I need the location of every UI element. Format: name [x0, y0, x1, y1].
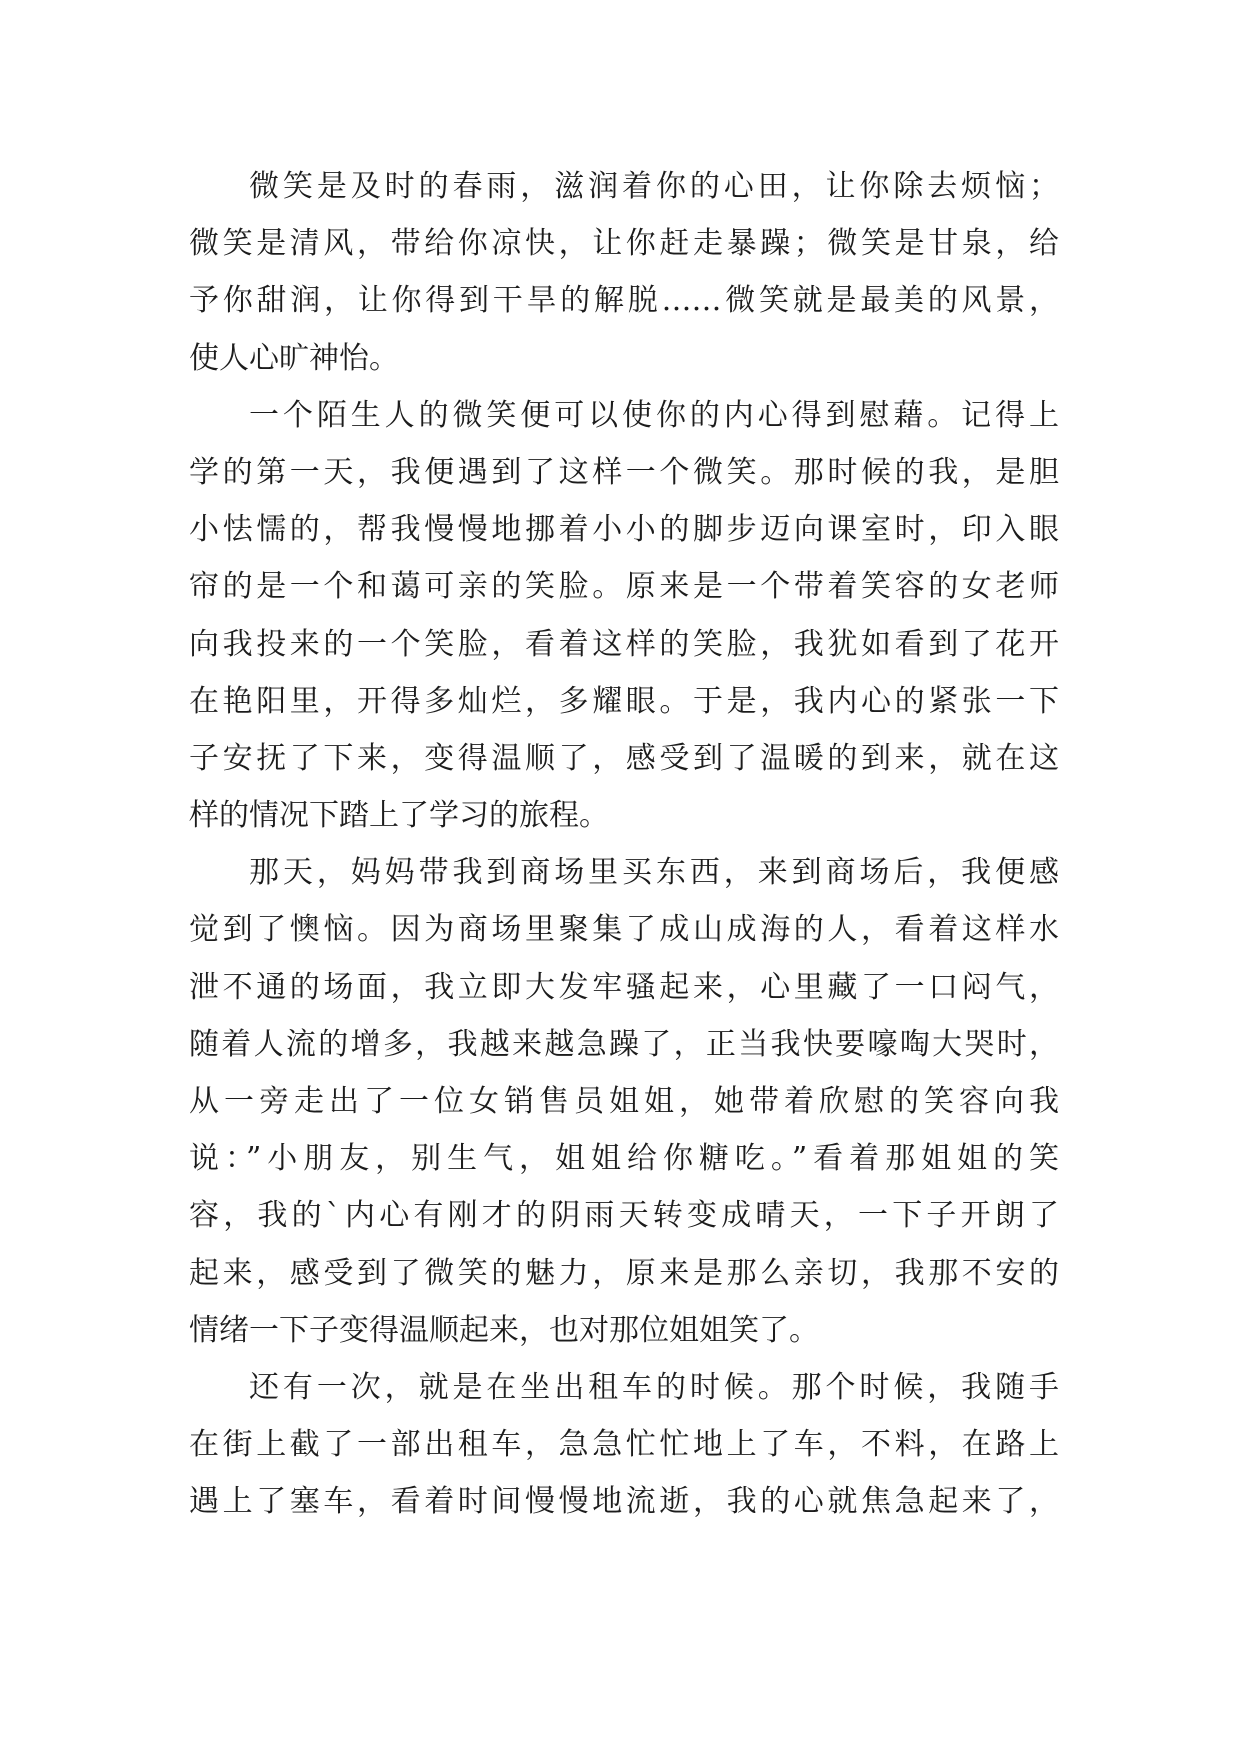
paragraph-4 [189, 1359, 1059, 1531]
text-line: 一个陌生人的微笑便可以使你的内心得到慰藉。记得上 [249, 397, 1059, 433]
text-line: 帘的是一个和蔼可亲的笑脸。原来是一个带着笑容的女老师 [189, 569, 1059, 605]
document-body [189, 158, 1059, 1531]
text-line: 随着人流的增多，我越来越急躁了，正当我快要嚎啕大哭时， [189, 1026, 1059, 1062]
text-line: 在艳阳里，开得多灿烂，多耀眼。于是，我内心的紧张一下 [189, 683, 1059, 719]
text-line: 微笑是及时的春雨，滋润着你的心田，让你除去烦恼； [249, 169, 1059, 204]
text-line: 遇上了塞车，看着时间慢慢地流逝，我的心就焦急起来了， [189, 1484, 1059, 1520]
text-line: 学的第一天，我便遇到了这样一个微笑。那时候的我，是胆 [189, 454, 1059, 490]
paragraph-2 [189, 387, 1059, 845]
text-line: 小怯懦的，帮我慢慢地挪着小小的脚步迈向课室时，印入眼 [189, 512, 1059, 548]
text-line: 那天，妈妈带我到商场里买东西，来到商场后，我便感 [249, 855, 1059, 891]
text-line: 起来，感受到了微笑的魅力，原来是那么亲切，我那不安的 [189, 1255, 1059, 1291]
paragraph-1 [189, 158, 1059, 387]
text-line: 容，我的`内心有刚才的阴雨天转变成晴天，一下子开朗了 [189, 1198, 1059, 1234]
text-line: 还有一次，就是在坐出租车的时候。那个时候，我随手 [249, 1369, 1059, 1405]
text-line: 从一旁走出了一位女销售员姐姐，她带着欣慰的笑容向我 [189, 1084, 1059, 1119]
paragraph-3 [189, 844, 1059, 1359]
text-line: 泄不通的场面，我立即大发牢骚起来，心里藏了一口闷气， [189, 969, 1059, 1005]
text-line: 觉到了懊恼。因为商场里聚集了成山成海的人，看着这样水 [189, 912, 1059, 948]
text-line: 向我投来的一个笑脸，看着这样的笑脸，我犹如看到了花开 [189, 626, 1059, 662]
text-line: 情绪一下子变得温顺起来，也对那位姐姐笑了。 [189, 1312, 819, 1348]
text-line: 子安抚了下来，变得温顺了，感受到了温暖的到来，就在这 [189, 740, 1059, 776]
text-line: 在街上截了一部出租车，急急忙忙地上了车，不料，在路上 [189, 1427, 1059, 1463]
text-line: 微笑是清风，带给你凉快，让你赶走暴躁；微笑是甘泉，给 [189, 226, 1059, 262]
text-line: 样的情况下踏上了学习的旅程。 [189, 798, 609, 834]
text-line: 予你甜润，让你得到干旱的解脱……微笑就是最美的风景， [189, 283, 1059, 319]
text-line: 使人心旷神怡。 [189, 340, 399, 376]
text-line: 说：”小朋友，别生气，姐姐给你糖吃。”看着那姐姐的笑 [189, 1141, 1059, 1177]
